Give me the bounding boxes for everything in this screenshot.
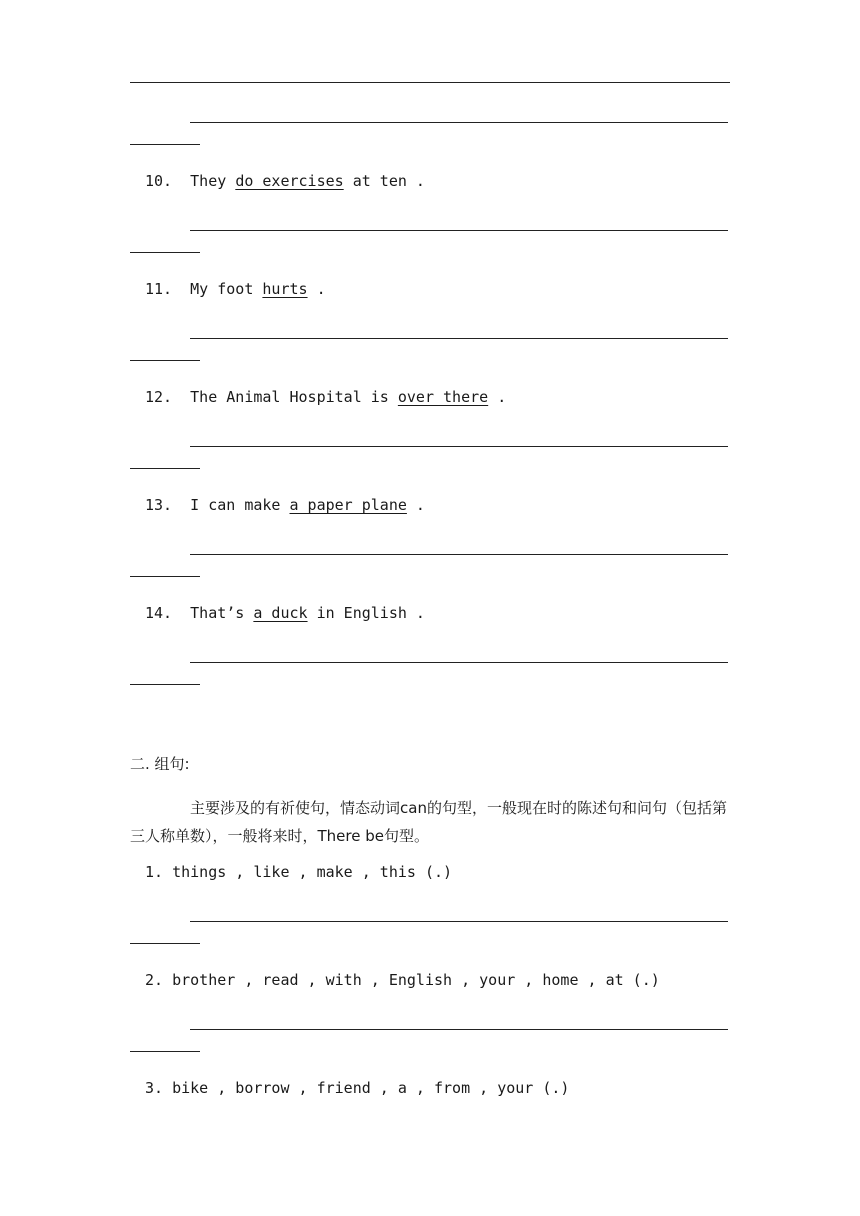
item-number: 1. [145,863,164,881]
question-text-pre: That’s [190,604,254,622]
question-number: 13. [145,496,173,514]
item-2 [145,970,660,990]
answer-line-continuation[interactable] [130,576,200,577]
answer-line[interactable] [190,1029,728,1030]
answer-line[interactable] [190,338,728,339]
underlined-phrase: over there [397,388,489,406]
answer-line-continuation[interactable] [130,144,200,145]
question-10 [145,171,425,191]
answer-line-continuation[interactable] [130,684,200,685]
question-text-post: . [488,388,507,406]
question-13 [145,495,425,515]
page-top-rule [130,82,730,83]
question-text-pre: I can make [190,496,290,514]
question-12 [145,387,506,407]
answer-line-continuation[interactable] [130,252,200,253]
question-text-post: . [406,496,425,514]
question-number: 10. [145,172,173,190]
question-text-post: at ten . [343,172,425,190]
item-words: things , like , make , this (.) [172,863,453,881]
item-words: brother , read , with , English , your , home , at (.) [172,971,660,989]
underlined-phrase: do exercises [235,172,344,190]
question-text-pre: The Animal Hospital is [190,388,398,406]
answer-line[interactable] [190,554,728,555]
underlined-phrase: a duck [253,604,308,622]
answer-line-continuation[interactable] [130,943,200,944]
question-number: 14. [145,604,173,622]
question-number: 11. [145,280,173,298]
answer-line[interactable] [190,122,728,123]
item-3 [145,1078,569,1098]
item-1 [145,862,452,882]
answer-line[interactable] [190,921,728,922]
underlined-phrase: a paper plane [289,496,407,514]
answer-line[interactable] [190,446,728,447]
question-14 [145,603,425,623]
item-number: 3. [145,1079,164,1097]
item-number: 2. [145,971,164,989]
question-number: 12. [145,388,173,406]
question-11 [145,279,326,299]
section-intro [130,794,730,850]
answer-line[interactable] [190,230,728,231]
answer-line[interactable] [190,662,728,663]
question-text-pre: They [190,172,236,190]
question-text-post: . [307,280,326,298]
question-text-post: in English . [307,604,425,622]
question-text-pre: My foot [190,280,263,298]
item-words: bike , borrow , friend , a , from , your (.) [172,1079,570,1097]
answer-line-continuation[interactable] [130,468,200,469]
section-intro-text: 主要涉及的有祈使句，情态动词can的句型，一般现在时的陈述句和问句（包括第三人称单数），一般将来时，There be句型。 [130,799,727,845]
underlined-phrase: hurts [262,280,308,298]
answer-line-continuation[interactable] [130,1051,200,1052]
section-heading: 二. 组句: [130,755,190,773]
answer-line-continuation[interactable] [130,360,200,361]
